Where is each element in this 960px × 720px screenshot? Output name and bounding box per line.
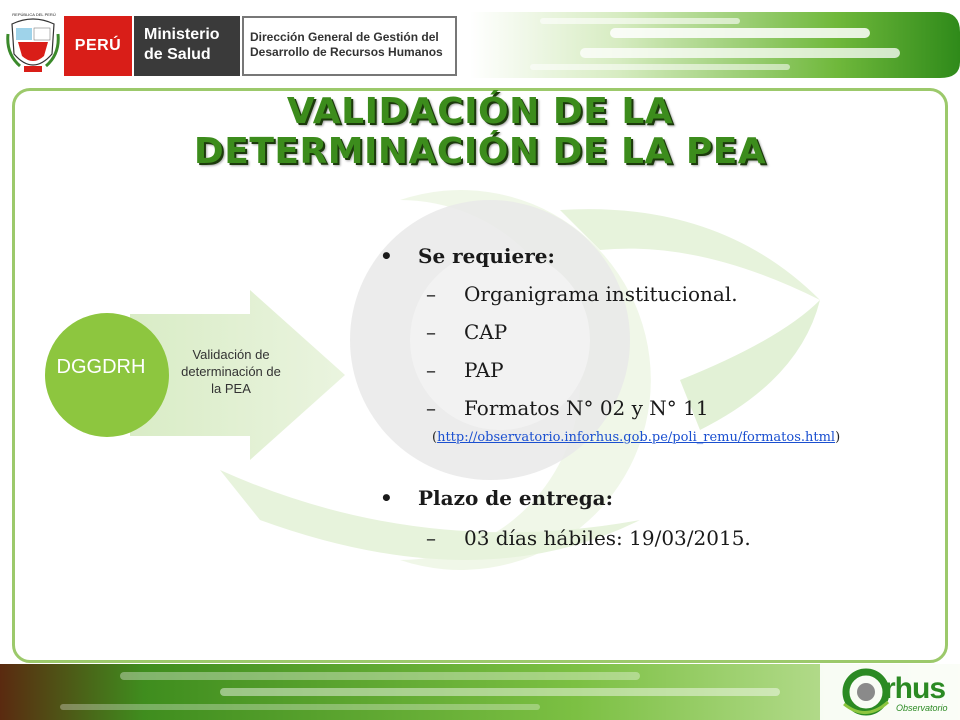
bullet-dot: • (380, 244, 393, 268)
dash: – (426, 358, 436, 382)
list-item-text: 03 días hábiles: 19/03/2015. (464, 526, 751, 550)
formats-link[interactable]: http://observatorio.inforhus.gob.pe/poli_remu/formatos.html (437, 430, 836, 445)
header-green-banner (470, 12, 960, 78)
coat-of-arms-icon (6, 14, 60, 78)
header (0, 0, 960, 88)
list-item-text: PAP (464, 358, 504, 382)
ministry-label (134, 16, 240, 76)
direction-line-2: Desarrollo de Recursos Humanos (250, 45, 443, 59)
orhus-subtitle: Observatorio (896, 703, 948, 713)
link-open-paren: ( (432, 430, 438, 445)
dash: – (426, 526, 436, 550)
link-close-paren: ) (835, 430, 841, 445)
dash: – (426, 320, 436, 344)
bullet-label: Se requiere: (418, 244, 555, 268)
circle-label: DGGDRH (56, 356, 146, 378)
list-item-text: CAP (464, 320, 508, 344)
ministry-line-2: de Salud (144, 46, 211, 63)
direction-label (242, 16, 457, 76)
formats-link-line (432, 430, 840, 445)
peru-label: PERÚ (64, 16, 132, 76)
coat-of-arms-caption: REPÚBLICA DEL PERÚ (12, 12, 56, 17)
slide-title (90, 92, 870, 172)
title-line-1: VALIDACIÓN DE LA (286, 91, 674, 132)
footer-banner (0, 664, 960, 720)
list-item-text: Organigrama institucional. (464, 282, 738, 306)
title-line-2: DETERMINACIÓN DE LA PEA (193, 131, 767, 172)
dash: – (426, 282, 436, 306)
dash: – (426, 396, 436, 420)
arrow-label: Validación de determinación de la PEA (181, 347, 281, 396)
direction-line-1: Dirección General de Gestión del (250, 30, 439, 44)
orhus-wordmark: rhus (884, 672, 946, 705)
list-item-text: Formatos N° 02 y N° 11 (464, 396, 709, 420)
bullet-dot: • (380, 486, 393, 510)
bullet-label: Plazo de entrega: (418, 486, 614, 510)
ministry-line-1: Ministerio (144, 26, 220, 43)
